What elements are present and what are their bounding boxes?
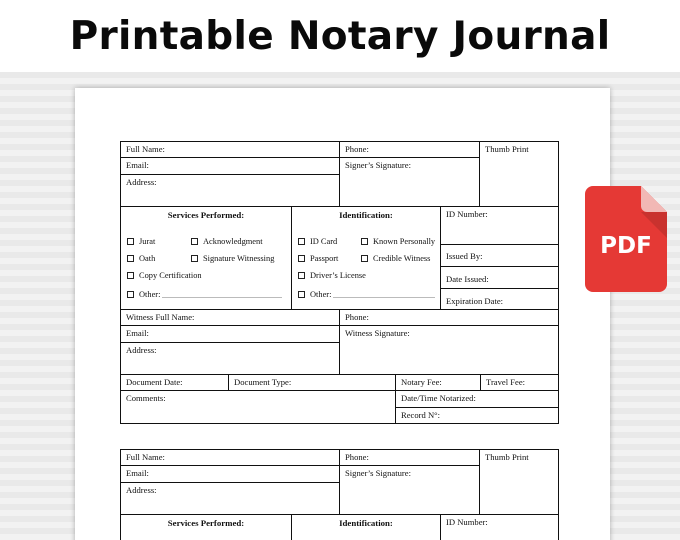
expiration-date-field[interactable]: Expiration Date:	[440, 288, 559, 310]
identification-other-line[interactable]	[333, 291, 435, 298]
services-other-option[interactable]: Other:	[127, 290, 282, 299]
document-date-field[interactable]: Document Date:	[120, 374, 229, 391]
services-heading: Services Performed:	[167, 518, 245, 528]
witness-phone-field[interactable]: Phone:	[339, 309, 559, 326]
services-other-line[interactable]	[162, 291, 282, 298]
address-field[interactable]: Address:	[120, 174, 340, 207]
phone-field[interactable]: Phone:	[339, 449, 480, 466]
journal-entry-1	[120, 141, 559, 424]
checkbox-icon[interactable]	[298, 255, 305, 262]
witness-full-name-field[interactable]: Witness Full Name:	[120, 309, 340, 326]
issued-by-field[interactable]: Issued By:	[440, 244, 559, 267]
email-field[interactable]: Email:	[120, 157, 340, 175]
email-field[interactable]: Email:	[120, 465, 340, 483]
jurat-option[interactable]: Jurat	[127, 237, 155, 246]
thumb-print-box[interactable]: Thumb Print	[479, 449, 559, 515]
checkbox-icon[interactable]	[127, 238, 134, 245]
travel-fee-field[interactable]: Travel Fee:	[480, 374, 559, 391]
journal-entry-2	[120, 449, 559, 540]
id-card-option[interactable]: ID Card	[298, 237, 337, 246]
document-type-field[interactable]: Document Type:	[228, 374, 396, 391]
address-field[interactable]: Address:	[120, 482, 340, 515]
identification-heading: Identification:	[339, 518, 393, 528]
checkbox-icon[interactable]	[298, 291, 305, 298]
checkbox-icon[interactable]	[127, 255, 134, 262]
full-name-field[interactable]: Full Name:	[120, 141, 340, 158]
date-issued-field[interactable]: Date Issued:	[440, 266, 559, 289]
id-number-field[interactable]: ID Number:	[440, 514, 559, 540]
checkbox-icon[interactable]	[298, 238, 305, 245]
checkbox-icon[interactable]	[127, 291, 134, 298]
thumb-print-box[interactable]: Thumb Print	[479, 141, 559, 207]
oath-option[interactable]: Oath	[127, 254, 155, 263]
checkbox-icon[interactable]	[191, 255, 198, 262]
signature-witnessing-option[interactable]: Signature Witnessing	[191, 254, 274, 263]
known-personally-option[interactable]: Known Personally	[361, 237, 435, 246]
witness-email-field[interactable]: Email:	[120, 325, 340, 343]
checkbox-icon[interactable]	[191, 238, 198, 245]
record-number-field[interactable]: Record N°:	[395, 407, 559, 424]
checkbox-icon[interactable]	[298, 272, 305, 279]
comments-field[interactable]: Comments:	[120, 390, 396, 424]
identification-box	[291, 514, 441, 540]
title-banner	[0, 0, 680, 72]
phone-field[interactable]: Phone:	[339, 141, 480, 158]
identification-box	[291, 206, 441, 310]
full-name-field[interactable]: Full Name:	[120, 449, 340, 466]
date-time-notarized-field[interactable]: Date/Time Notarized:	[395, 390, 559, 408]
notary-fee-field[interactable]: Notary Fee:	[395, 374, 481, 391]
acknowledgment-option[interactable]: Acknowledgment	[191, 237, 263, 246]
checkbox-icon[interactable]	[361, 255, 368, 262]
identification-other-option[interactable]: Other:	[298, 290, 435, 299]
checkbox-icon[interactable]	[127, 272, 134, 279]
pdf-file-fold	[641, 186, 667, 212]
services-performed-box	[120, 206, 292, 310]
signer-signature-field[interactable]: Signer’s Signature:	[339, 465, 480, 515]
witness-signature-field[interactable]: Witness Signature:	[339, 325, 559, 375]
services-heading: Services Performed:	[167, 210, 245, 220]
copy-certification-option[interactable]: Copy Certification	[127, 271, 202, 280]
id-number-field[interactable]: ID Number:	[440, 206, 559, 245]
signer-signature-field[interactable]: Signer’s Signature:	[339, 157, 480, 207]
witness-address-field[interactable]: Address:	[120, 342, 340, 375]
credible-witness-option[interactable]: Credible Witness	[361, 254, 430, 263]
page-title: Printable Notary Journal	[69, 14, 611, 59]
passport-option[interactable]: Passport	[298, 254, 338, 263]
checkbox-icon[interactable]	[361, 238, 368, 245]
services-performed-box	[120, 514, 292, 540]
pdf-badge-label: PDF	[600, 233, 652, 259]
identification-heading: Identification:	[339, 210, 393, 220]
drivers-license-option[interactable]: Driver’s License	[298, 271, 366, 280]
